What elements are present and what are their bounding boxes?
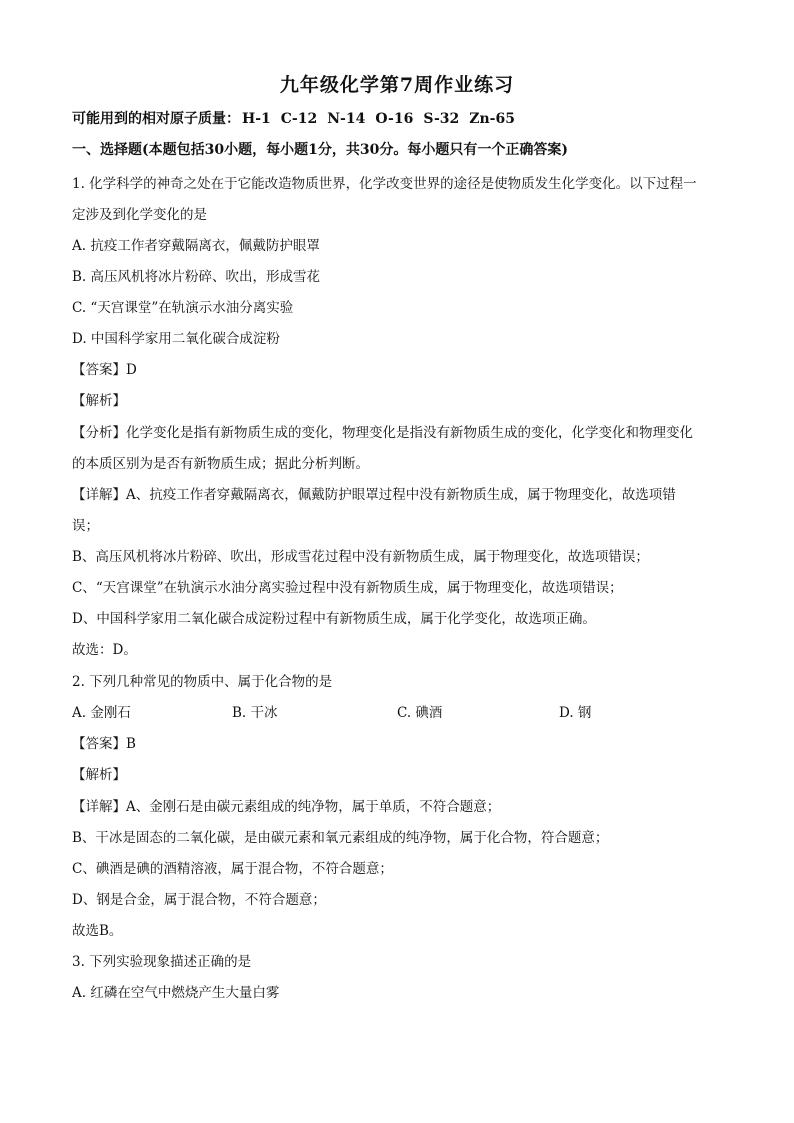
q3-stem: 3. 下列实验现象描述正确的是 (72, 954, 252, 970)
q2-option-d: D. 钢 (559, 705, 592, 721)
q1-stem-line1: 1. 化学科学的神奇之处在于它能改造物质世界，化学改变世界的途径是使物质发生化学变化。以下过程一 (72, 176, 697, 192)
q1-detail-b: B、高压风机将冰片粉碎、吹出，形成雪花过程中没有新物质生成，属于物理变化，故选项错误； (72, 549, 649, 565)
atomic-mass-label: 可能用到的相对原子质量： (72, 111, 240, 127)
q2-detail-a: 【详解】A、金刚石是由碳元素组成的纯净物，属于单质，不符合题意； (72, 799, 501, 815)
q2-option-a: A. 金刚石 (72, 705, 131, 721)
q2-conclusion: 故选B。 (72, 923, 123, 939)
q1-analysis-line2: 的本质区别为是否有新物质生成；据此分析判断。 (72, 456, 369, 472)
q2-detail-c: C、碘酒是碘的酒精溶液，属于混合物，不符合题意； (72, 861, 393, 877)
q1-stem-line2: 定涉及到化学变化的是 (72, 207, 207, 223)
q1-analysis-line1: 【分析】化学变化是指有新物质生成的变化，物理变化是指没有新物质生成的变化，化学变化和物理变化 (72, 425, 693, 441)
q1-option-d: D. 中国科学家用二氧化碳合成淀粉 (72, 331, 280, 347)
atomic-mass-item: Zn-65 (469, 111, 515, 127)
page-title: 九年级化学第7周作业练习 (279, 74, 515, 96)
atomic-mass-item: H-1 (242, 111, 271, 127)
atomic-mass-item: N-14 (327, 111, 366, 127)
q1-option-b: B. 高压风机将冰片粉碎、吹出，形成雪花 (72, 269, 321, 285)
q1-analysis-head: 【解析】 (72, 393, 126, 409)
q1-detail-c: C、“天宫课堂”在轨演示水油分离实验过程中没有新物质生成，属于物理变化，故选项错误； (72, 580, 623, 596)
atomic-mass-item: S-32 (423, 111, 460, 127)
q1-conclusion: 故选：D。 (72, 642, 137, 658)
q2-option-b: B. 干冰 (232, 705, 278, 721)
q2-analysis-head: 【解析】 (72, 767, 126, 783)
atomic-mass-item: C-12 (280, 111, 318, 127)
atomic-mass-item: O-16 (375, 111, 414, 127)
q1-detail-d: D、中国科学家用二氧化碳合成淀粉过程中有新物质生成，属于化学变化，故选项正确。 (72, 611, 596, 627)
q1-detail-line2: 误； (72, 518, 99, 534)
q2-option-c: C. 碘酒 (397, 705, 443, 721)
q3-option-a: A. 红磷在空气中燃烧产生大量白雾 (72, 985, 280, 1001)
q2-stem: 2. 下列几种常见的物质中、属于化合物的是 (72, 674, 333, 690)
q1-detail-line1: 【详解】A、抗疫工作者穿戴隔离衣，佩戴防护眼罩过程中没有新物质生成，属于物理变化，故选项错 (72, 487, 676, 503)
q2-detail-d: D、钢是合金，属于混合物，不符合题意； (72, 892, 326, 908)
atomic-mass-line (72, 108, 525, 128)
q1-answer: 【答案】D (72, 362, 137, 378)
q2-answer: 【答案】B (72, 736, 136, 752)
q1-option-c: C. “天宫课堂”在轨演示水油分离实验 (72, 300, 294, 316)
q1-option-a: A. 抗疫工作者穿戴隔离衣，佩戴防护眼罩 (72, 238, 320, 254)
section-heading: 一、选择题(本题包括30小题，每小题1分，共30分。每小题只有一个正确答案) (72, 142, 568, 158)
q2-detail-b: B、干冰是固态的二氧化碳，是由碳元素和氧元素组成的纯净物，属于化合物，符合题意； (72, 830, 609, 846)
